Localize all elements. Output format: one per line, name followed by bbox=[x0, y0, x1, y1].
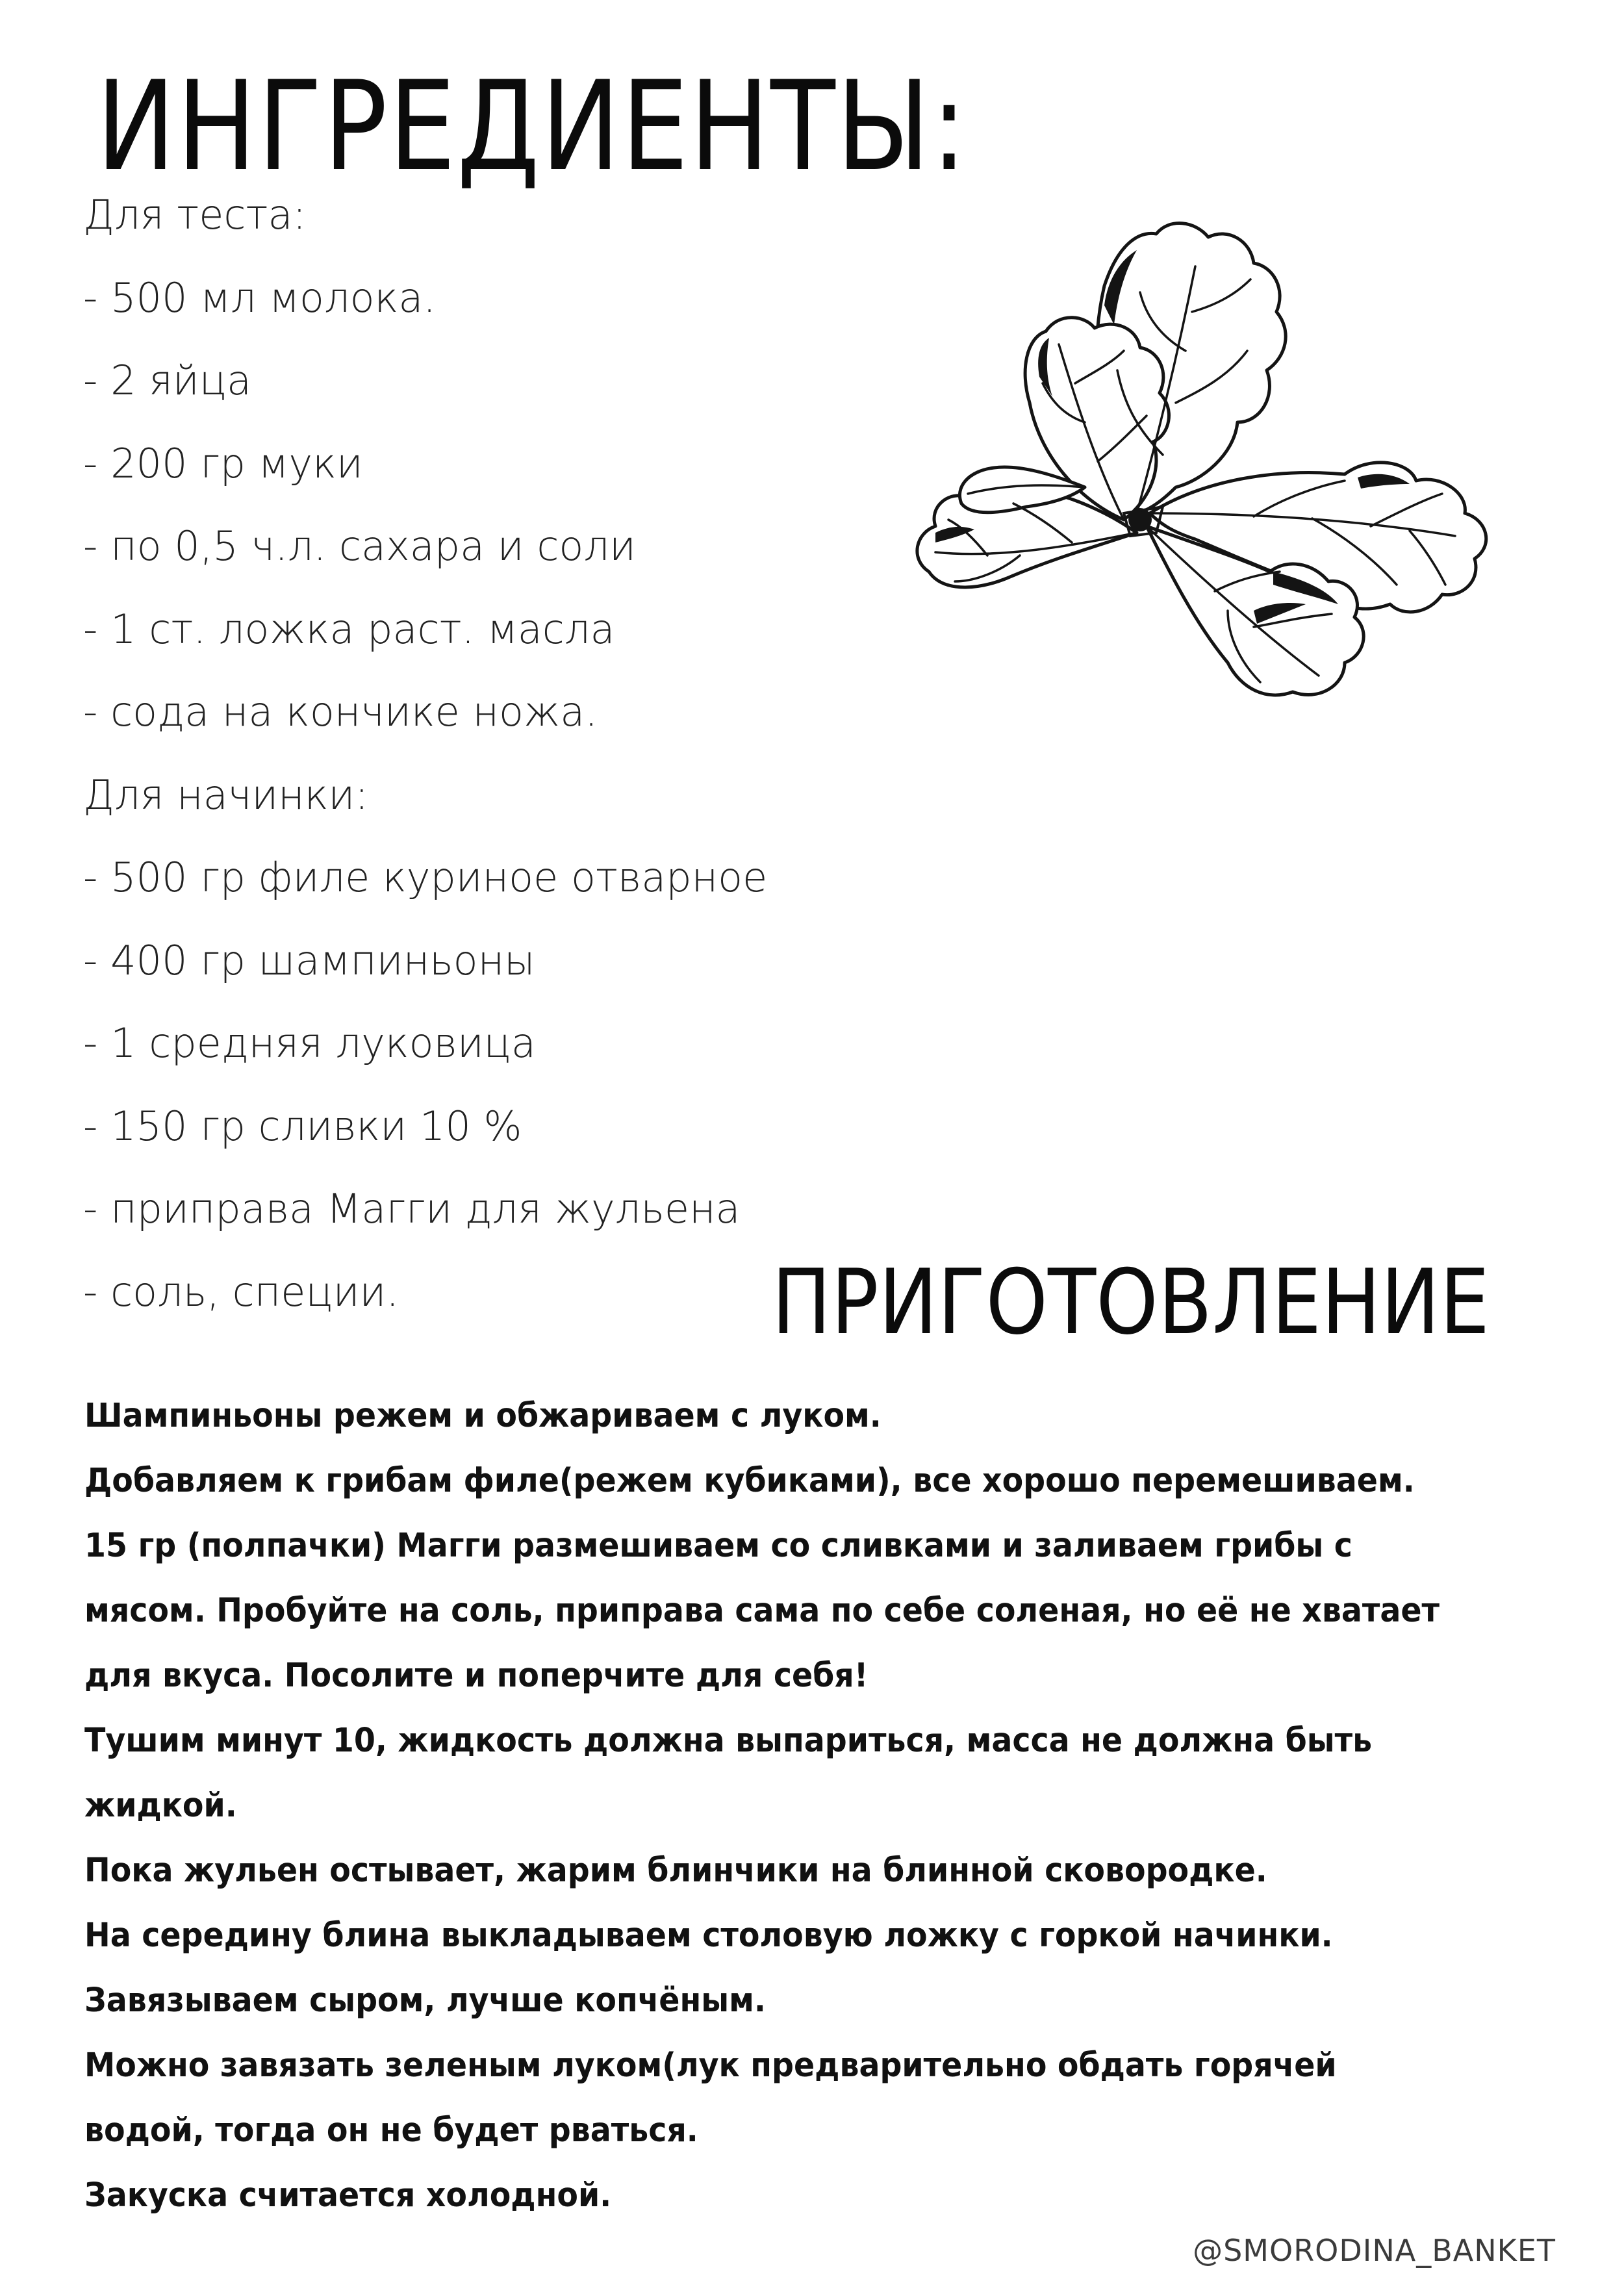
ingredient-line: - сода на кончике ножа. bbox=[83, 688, 598, 735]
preparation-line: На середину блина выкладываем столовую ложку с горкой начинки. bbox=[84, 1916, 1333, 1955]
ingredient-line: - 2 яйца bbox=[83, 357, 251, 404]
preparation-line: жидкой. bbox=[84, 1787, 237, 1825]
preparation-line: для вкуса. Посолите и поперчите для себя! bbox=[84, 1657, 869, 1695]
preparation-steps bbox=[84, 1390, 1579, 2235]
preparation-line: Пока жульен остывает, жарим блинчики на блинной сковородке. bbox=[84, 1852, 1267, 1890]
preparation-line: мясом. Пробуйте на соль, приправа сама по себе соленая, но её не хватает bbox=[84, 1592, 1440, 1630]
ingredient-line: - 400 гр шампиньоны bbox=[83, 936, 535, 984]
ingredient-line: - 150 гр сливки 10 % bbox=[83, 1102, 522, 1150]
author-handle: @SMORODINA_BANKET bbox=[1193, 2233, 1556, 2268]
ingredient-line: - 200 гр муки bbox=[83, 439, 363, 487]
ingredient-line: - соль, специи. bbox=[83, 1267, 400, 1316]
ingredients-title: ИНГРЕДИЕНТЫ: bbox=[96, 55, 969, 198]
preparation-line: водой, тогда он не будет рваться. bbox=[84, 2111, 698, 2150]
ingredients-list bbox=[83, 187, 767, 1347]
ingredient-line: Для теста: bbox=[83, 191, 307, 238]
ingredient-line: - по 0,5 ч.л. сахара и соли bbox=[83, 522, 636, 570]
preparation-line: 15 гр (полпачки) Магги размешиваем со сливками и заливаем грибы с bbox=[84, 1527, 1352, 1565]
preparation-line: Добавляем к грибам филе(режем кубиками), все хорошо перемешиваем. bbox=[84, 1462, 1415, 1500]
preparation-line: Тушим минут 10, жидкость должна выпариться, масса не должна быть bbox=[84, 1722, 1373, 1760]
ingredient-line: - 1 ст. ложка раст. масла bbox=[83, 605, 615, 653]
preparation-line: Закуска считается холодной. bbox=[84, 2176, 612, 2215]
preparation-line: Шампиньоны режем и обжариваем с луком. bbox=[84, 1397, 882, 1435]
preparation-line: Можно завязать зеленым луком(лук предварительно обдать горячей bbox=[84, 2046, 1337, 2085]
ingredient-line: - 500 мл молока. bbox=[83, 274, 437, 322]
preparation-title: ПРИГОТОВЛЕНИЕ bbox=[772, 1250, 1490, 1355]
ingredient-line: - 500 гр филе куриное отварное bbox=[83, 854, 768, 901]
ingredient-line: - 1 средняя луковица bbox=[83, 1019, 536, 1067]
preparation-line: Завязываем сыром, лучше копчёным. bbox=[84, 1981, 766, 2020]
mint-leaves-icon bbox=[890, 208, 1572, 728]
ingredient-line: Для начинки: bbox=[83, 770, 369, 819]
ingredient-line: - приправа Магги для жульена bbox=[83, 1185, 741, 1232]
